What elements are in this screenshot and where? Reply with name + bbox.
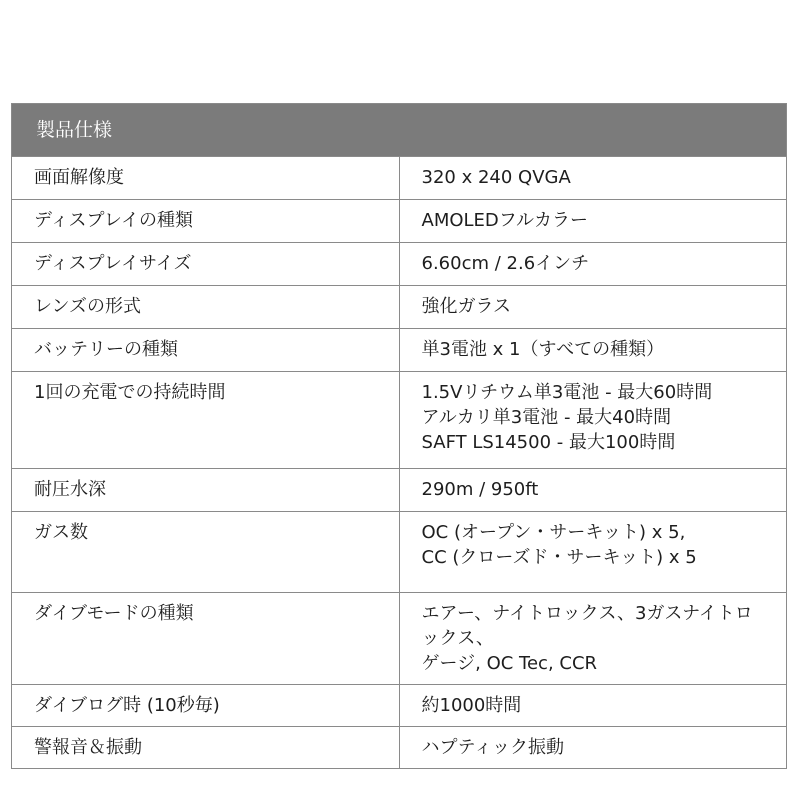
table-row [12,727,787,769]
spec-label: ダイブモードの種類 [12,593,400,685]
spec-value [399,372,787,469]
spec-value [399,593,787,685]
spec-value [399,157,787,200]
spec-value [399,469,787,512]
spec-value [399,329,787,372]
table-row [12,593,787,685]
table-row [12,286,787,329]
spec-label: 警報音＆振動 [12,727,400,769]
spec-label: 1回の充電での持続時間 [12,372,400,469]
spec-label: ディスプレイサイズ [12,243,400,286]
spec-label: 耐圧水深 [12,469,400,512]
spec-value-line: OC (オープン・サーキット) x 5, [421,522,686,543]
spec-value-line: エアー、ナイトロックス、3ガスナイトロックス、 [421,603,753,649]
table-row [12,372,787,469]
table-title: 製品仕様 [12,104,787,157]
spec-label: ダイブログ時 (10秒毎) [12,685,400,727]
spec-value-line: 1.5Vリチウム単3電池 - 最大60時間 [421,382,713,403]
spec-value [399,727,787,769]
spec-label: バッテリーの種類 [12,329,400,372]
table-row [12,329,787,372]
spec-label: ディスプレイの種類 [12,200,400,243]
spec-value-line: 290m / 950ft [421,479,539,500]
spec-value [399,685,787,727]
spec-value-line: 320 x 240 QVGA [421,167,571,188]
spec-value-line: AMOLEDフルカラー [421,210,589,231]
spec-value-line: 6.60cm / 2.6インチ [421,253,590,274]
spec-table [11,103,787,769]
spec-value-line: ハプティック振動 [421,737,565,758]
spec-value [399,243,787,286]
table-row [12,512,787,593]
spec-value [399,200,787,243]
spec-value-line: 強化ガラス [421,296,511,317]
spec-value-line: 単3電池 x 1（すべての種類） [421,339,665,360]
spec-label: ガス数 [12,512,400,593]
spec-label: レンズの形式 [12,286,400,329]
spec-value [399,286,787,329]
spec-value-line: ゲージ, OC Tec, CCR [421,653,598,674]
spec-label: 画面解像度 [12,157,400,200]
table-row [12,243,787,286]
table-row [12,200,787,243]
table-row [12,685,787,727]
spec-value [399,512,787,593]
table-row [12,469,787,512]
table-header-row [12,104,787,157]
spec-value-line: アルカリ単3電池 - 最大40時間 [421,407,672,428]
spec-value-line: CC (クローズド・サーキット) x 5 [421,547,697,568]
spec-value-line: SAFT LS14500 - 最大100時間 [421,432,676,453]
spec-value-line: 約1000時間 [421,695,522,716]
table-row [12,157,787,200]
